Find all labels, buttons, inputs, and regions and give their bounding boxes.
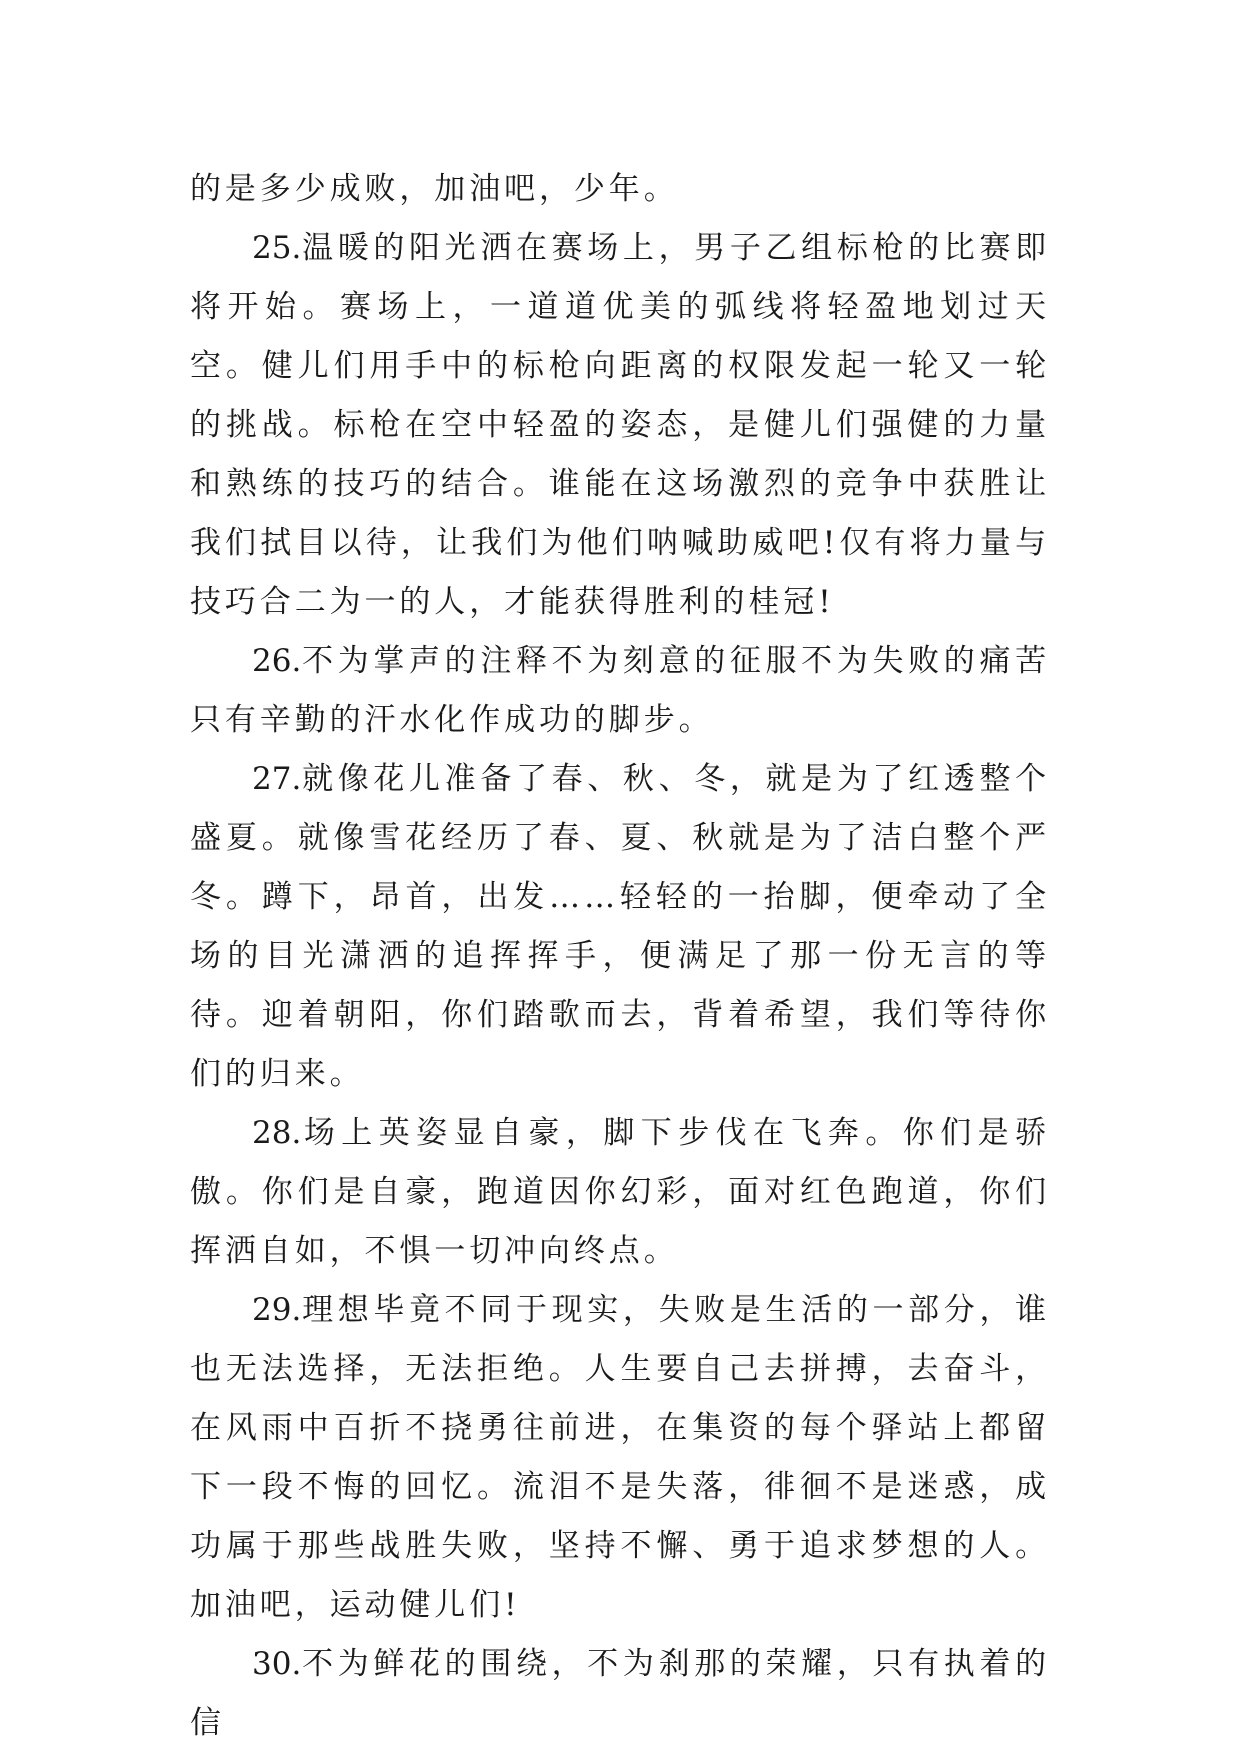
paragraph-number: 27. xyxy=(252,761,302,797)
paragraph-number: 26. xyxy=(252,643,302,679)
paragraph-27 xyxy=(190,750,1050,1104)
paragraph-text: 场上英姿显自豪，脚下步伐在飞奔。你们是骄傲。你们是自豪，跑道因你幻彩，面对红色跑道，你们挥洒自如，不惧一切冲向终点。 xyxy=(190,1115,1050,1269)
paragraph-26 xyxy=(190,632,1050,750)
paragraph-29 xyxy=(190,1281,1050,1635)
paragraph-number: 25. xyxy=(252,230,302,266)
paragraph-number: 30. xyxy=(252,1646,302,1682)
paragraph-text: 的是多少成败，加油吧，少年。 xyxy=(190,171,679,207)
paragraph-text: 理想毕竟不同于现实，失败是生活的一部分，谁也无法选择，无法拒绝。人生要自己去拼搏，去奋斗，在风雨中百折不挠勇往前进，在集资的每个驿站上都留下一段不悔的回忆。流泪不是失落，徘徊不是迷惑，成功属于那些战胜失败，坚持不懈、勇于追求梦想的人。加油吧，运动健儿们! xyxy=(190,1292,1050,1623)
paragraph-text: 不为鲜花的围绕，不为刹那的荣耀，只有执着的信 xyxy=(190,1646,1050,1741)
paragraph-continuation xyxy=(190,160,1050,219)
paragraph-text: 温暖的阳光洒在赛场上，男子乙组标枪的比赛即将开始。赛场上，一道道优美的弧线将轻盈地划过天空。健儿们用手中的标枪向距离的权限发起一轮又一轮的挑战。标枪在空中轻盈的姿态，是健儿们强健的力量和熟练的技巧的结合。谁能在这场激烈的竞争中获胜让我们拭目以待，让我们为他们呐喊助威吧!仅有将力量与技巧合二为一的人，才能获得胜利的桂冠! xyxy=(190,230,1050,620)
paragraph-25 xyxy=(190,219,1050,632)
paragraph-number: 28. xyxy=(252,1115,302,1151)
paragraph-text: 不为掌声的注释不为刻意的征服不为失败的痛苦只有辛勤的汗水化作成功的脚步。 xyxy=(190,643,1050,738)
paragraph-text: 就像花儿准备了春、秋、冬，就是为了红透整个盛夏。就像雪花经历了春、夏、秋就是为了洁白整个严冬。蹲下，昂首，出发……轻轻的一抬脚，便牵动了全场的目光潇洒的追挥挥手，便满足了那一份无言的等待。迎着朝阳，你们踏歌而去，背着希望，我们等待你们的归来。 xyxy=(190,761,1050,1092)
document-body xyxy=(190,160,1050,1753)
paragraph-28 xyxy=(190,1104,1050,1281)
paragraph-number: 29. xyxy=(252,1292,302,1328)
paragraph-30 xyxy=(190,1635,1050,1753)
